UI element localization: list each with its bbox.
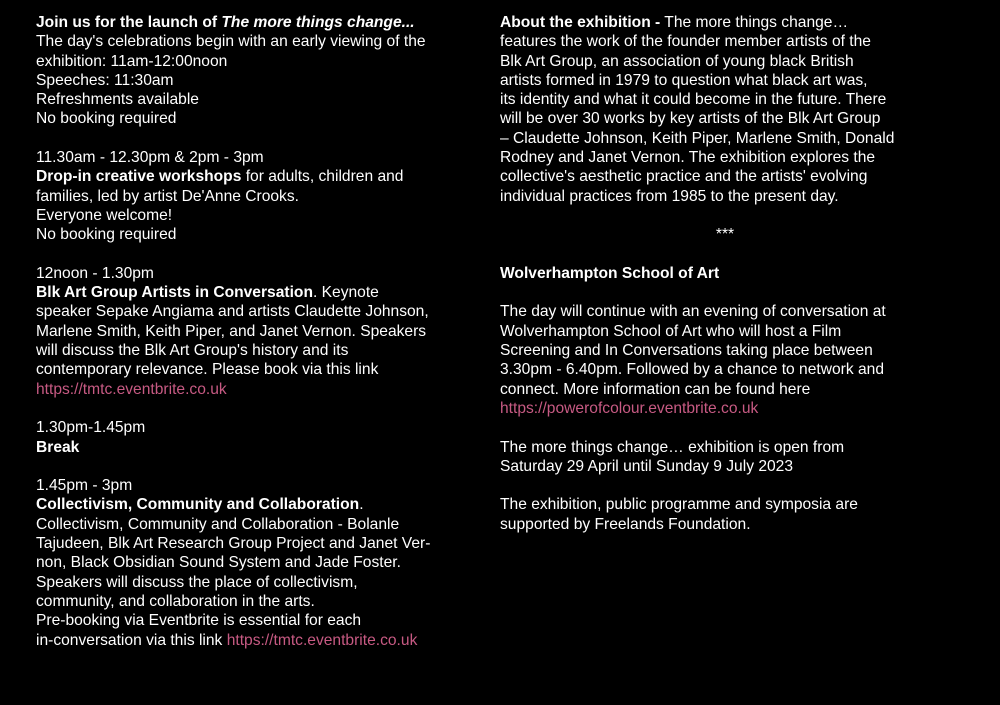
launch-line: The day's celebrations begin with an early viewing of the	[36, 33, 426, 51]
workshops-section	[36, 148, 476, 244]
school-line: Screening and In Conversations taking place between	[500, 342, 873, 360]
launch-line: No booking required	[36, 110, 177, 128]
collectivism-title: Collectivism, Community and Collaboration	[36, 496, 360, 514]
collectivism-line: Pre-booking via Eventbrite is essential for each	[36, 612, 362, 630]
collectivism-booking-link[interactable]: https://tmtc.eventbrite.co.uk	[226, 631, 418, 649]
conversation-line: Marlene Smith, Keith Piper, and Janet Vernon. Speakers	[36, 322, 427, 340]
conversation-line: will discuss the Blk Art Group's history and its	[36, 342, 349, 360]
conversation-heading: Blk Art Group Artists in Conversation. Keynote	[36, 284, 379, 302]
about-line: Blk Art Group, an association of young black British	[500, 52, 854, 70]
collectivism-line: Tajudeen, Blk Art Research Group Project and Janet Ver-	[36, 535, 431, 553]
launch-heading: Join us for the launch of The more things change...	[36, 14, 415, 31]
conversation-section	[36, 264, 476, 399]
collectivism-time: 1.45pm - 3pm	[36, 477, 133, 495]
break-time: 1.30pm-1.45pm	[36, 419, 146, 437]
workshops-time: 11.30am - 12.30pm & 2pm - 3pm	[36, 149, 264, 167]
opening-line: The more things change… exhibition is open from	[500, 438, 845, 456]
left-column	[36, 13, 476, 669]
exhibition-title: The more things change...	[221, 14, 415, 31]
school-line: 3.30pm - 6.40pm. Followed by a chance to network and	[500, 361, 884, 379]
conversation-time: 12noon - 1.30pm	[36, 264, 154, 282]
about-line: collective's aesthetic practice and the artists' evolving	[500, 168, 868, 186]
support-section	[500, 495, 950, 534]
about-line: – Claudette Johnson, Keith Piper, Marlene Smith, Donald	[500, 129, 895, 147]
about-line: its identity and what it could become in the future. There	[500, 91, 887, 109]
launch-line: Speeches: 11:30am	[36, 71, 174, 89]
conversation-title: Blk Art Group Artists in Conversation	[36, 284, 313, 302]
conversation-line: speaker Sepake Angiama and artists Claudette Johnson,	[36, 303, 429, 321]
collectivism-line: community, and collaboration in the arts.	[36, 592, 315, 610]
school-section	[500, 302, 950, 418]
about-line: will be over 30 works by key artists of the Blk Art Group	[500, 110, 881, 128]
launch-section	[36, 13, 476, 129]
school-info-link[interactable]: https://powerofcolour.eventbrite.co.uk	[500, 399, 759, 417]
support-line: supported by Freelands Foundation.	[500, 515, 751, 533]
break-section	[36, 418, 476, 457]
school-line: Wolverhampton School of Art who will host a Film	[500, 322, 842, 340]
conversation-line: contemporary relevance. Please book via this link	[36, 361, 379, 379]
workshops-line: No booking required	[36, 226, 177, 244]
about-line: artists formed in 1979 to question what black art was,	[500, 71, 868, 89]
collectivism-last-line: in-conversation via this link https://tmtc.eventbrite.co.uk	[36, 631, 418, 649]
about-line: Rodney and Janet Vernon. The exhibition explores the	[500, 149, 876, 167]
about-heading: About the exhibition - The more things change…	[500, 14, 849, 31]
collectivism-line: non, Black Obsidian Sound System and Jade Foster.	[36, 554, 401, 572]
section-divider: ***	[715, 226, 735, 244]
opening-dates-section	[500, 438, 950, 477]
collectivism-section	[36, 476, 476, 650]
school-heading-block	[500, 264, 950, 283]
launch-line: Refreshments available	[36, 91, 199, 109]
about-line: individual practices from 1985 to the present day.	[500, 187, 839, 205]
collectivism-line: Speakers will discuss the place of collectivism,	[36, 573, 358, 591]
conversation-booking-link[interactable]: https://tmtc.eventbrite.co.uk	[36, 380, 227, 398]
school-line: The day will continue with an evening of conversation at	[500, 303, 886, 321]
collectivism-line: Collectivism, Community and Collaboration - Bolanle	[36, 515, 400, 533]
about-section	[500, 13, 950, 206]
workshops-line: families, led by artist De'Anne Crooks.	[36, 187, 299, 205]
about-title: About the exhibition -	[500, 14, 661, 31]
school-title: Wolverhampton School of Art	[500, 264, 720, 282]
workshops-line: Everyone welcome!	[36, 206, 173, 224]
break-title: Break	[36, 438, 80, 456]
school-line: connect. More information can be found here	[500, 380, 811, 398]
right-column	[500, 13, 950, 553]
collectivism-heading: Collectivism, Community and Collaboration.	[36, 496, 364, 514]
about-line: features the work of the founder member artists of the	[500, 33, 871, 51]
launch-line: exhibition: 11am-12:00noon	[36, 52, 228, 70]
support-line: The exhibition, public programme and symposia are	[500, 496, 858, 514]
opening-line: Saturday 29 April until Sunday 9 July 2023	[500, 457, 794, 475]
workshops-title: Drop-in creative workshops	[36, 168, 242, 186]
workshops-heading: Drop-in creative workshops for adults, children and	[36, 168, 404, 186]
